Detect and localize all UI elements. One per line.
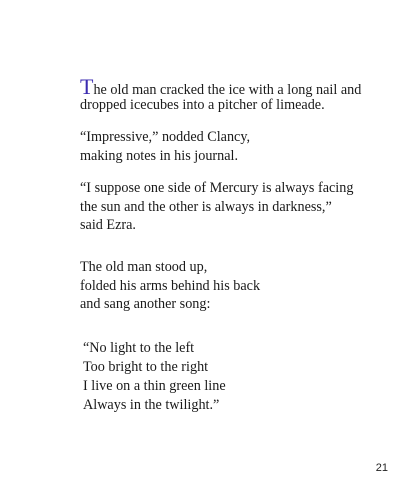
paragraph-1-line-1-text: he old man cracked the ice with a long nail and (93, 82, 362, 98)
song-line-4: Always in the twilight.” (83, 397, 220, 413)
paragraph-4-line-1: The old man stood up, (80, 259, 208, 275)
drop-cap: T (80, 74, 94, 99)
paragraph-2-line-1: “Impressive,” nodded Clancy, (80, 129, 251, 145)
paragraph-1-line-2: dropped icecubes into a pitcher of limeade. (80, 97, 325, 113)
song-line-2: Too bright to the right (83, 359, 209, 375)
paragraph-4-line-2: folded his arms behind his back (80, 278, 261, 294)
page-number: 21 (375, 462, 388, 474)
song-line-3: I live on a thin green line (83, 378, 226, 394)
paragraph-1-line-1 (80, 74, 362, 99)
paragraph-2-line-2: making notes in his journal. (80, 148, 239, 164)
paragraph-3-line-1: “I suppose one side of Mercury is always facing (80, 180, 354, 196)
paragraph-3-line-2: the sun and the other is always in darkness,” (80, 199, 332, 215)
paragraph-4-line-3: and sang another song: (80, 296, 211, 312)
paragraph-3-line-3: said Ezra. (80, 217, 136, 233)
song-line-1: “No light to the left (83, 340, 195, 356)
